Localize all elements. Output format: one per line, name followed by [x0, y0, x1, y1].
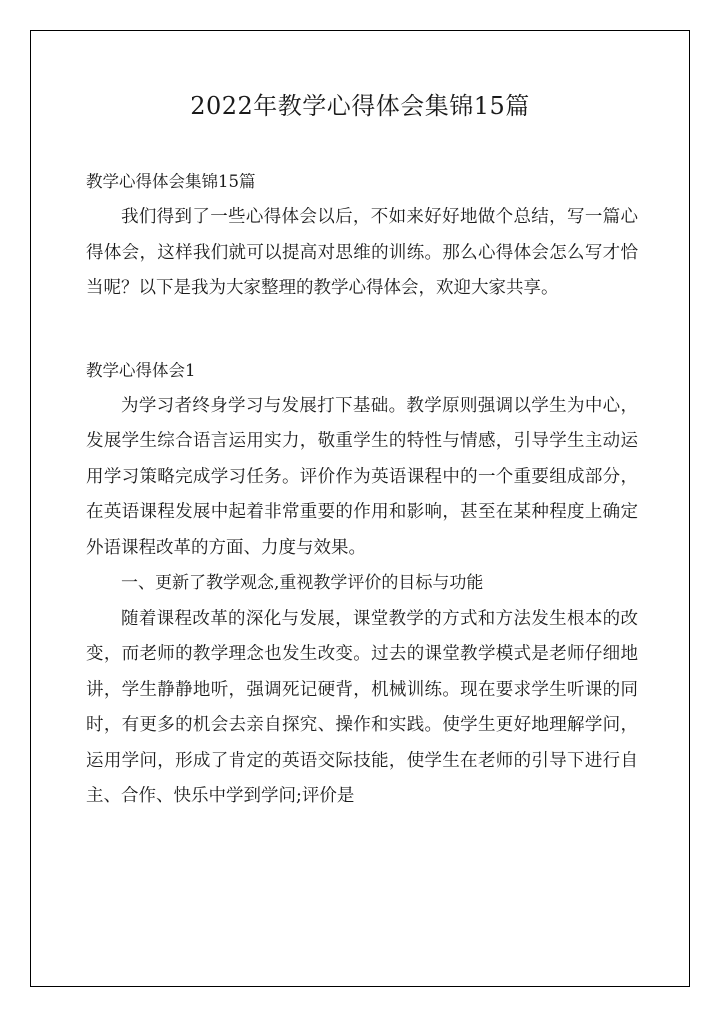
intro-paragraph: 我们得到了一些心得体会以后，不如来好好地做个总结，写一篇心得体会，这样我们就可以提高对思维的训练。那么心得体会怎么写才恰当呢？以下是我为大家整理的教学心得体会，欢迎大家共享。: [86, 207, 638, 298]
section1-paragraph-2: 随着课程改革的深化与发展，课堂教学的方式和方法发生根本的改变，而老师的教学理念也发生改变。过去的课堂教学模式是老师仔细地讲，学生静静地听，强调死记硬背，机械训练。现在要求学生听课的同时，有更多的机会去亲自探究、操作和实践。使学生更好地理解学问，运用学问，形成了肯定的英语交际技能，使学生在老师的引导下进行自主、合作、快乐中学到学问;评价是: [86, 608, 638, 806]
section1-heading: 教学心得体会1: [86, 360, 196, 380]
intro-heading: 教学心得体会集锦15篇: [86, 172, 256, 191]
section1-subheading: 一、更新了教学观念,重视教学评价的目标与功能: [121, 573, 484, 593]
document-title: 2022年教学心得体会集锦15篇: [190, 92, 530, 120]
section1-paragraph-1: 为学习者终身学习与发展打下基础。教学原则强调以学生为中心，发展学生综合语言运用实力，敬重学生的特性与情感，引导学生主动运用学习策略完成学习任务。评价作为英语课程中的一个重要组成部分，在英语课程发展中起着非常重要的作用和影响，甚至在某种程度上确定外语课程改革的方面、力度与效果。: [86, 395, 638, 558]
document-body: [86, 170, 638, 815]
